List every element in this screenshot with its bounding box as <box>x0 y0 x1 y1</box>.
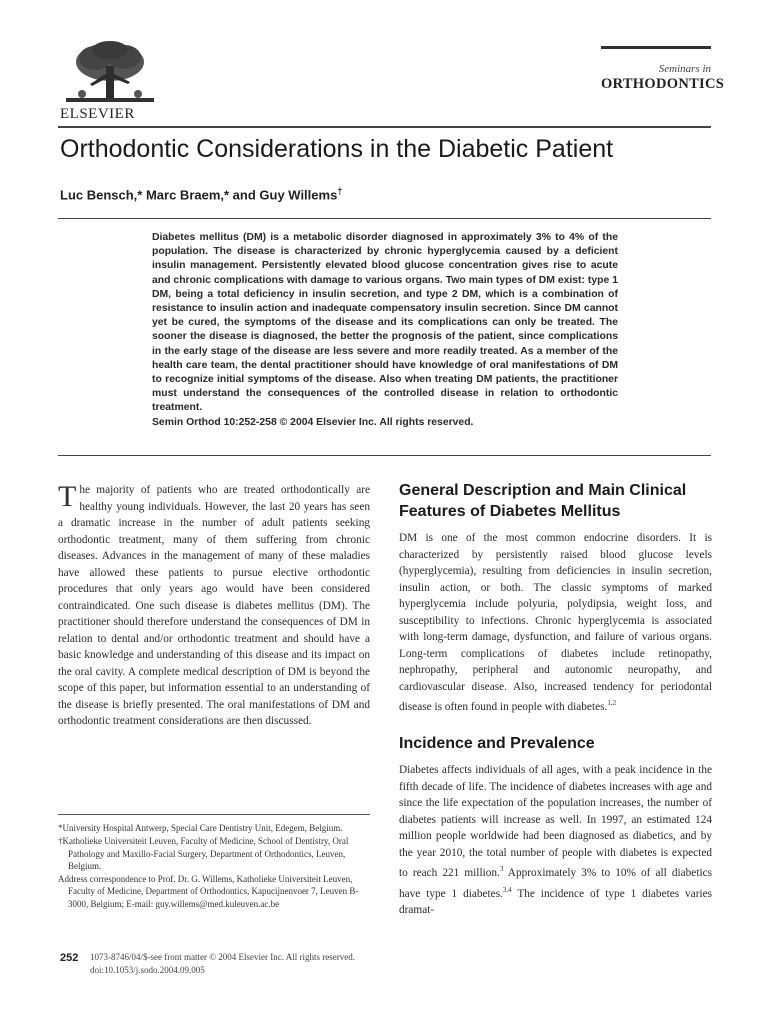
right-column <box>399 480 712 918</box>
footnote-correspondence: Address correspondence to Prof. Dr. G. Willems, Katholieke Universiteit Leuven, Faculty of Medicine, Department of Orthodontics, Kapucijnenvoer 7, Leuven B-3000, Belgium; E-mail: guy.willems@med.kuleuven.ac.be <box>58 874 359 909</box>
footnote-affiliation-2: †Katholieke Universiteit Leuven, Faculty of Medicine, School of Dentistry, Oral Pathology and Maxillo-Facial Surgery, Department of Orthodontics, Leuven, Belgium. <box>58 836 349 871</box>
section-text-incidence <box>399 762 712 918</box>
article-title: Orthodontic Considerations in the Diabetic Patient <box>60 135 614 163</box>
incidence-body-c: The incidence of type 1 diabetes varies dramat- <box>399 887 713 916</box>
abstract-divider <box>58 455 711 456</box>
reference-marker: 1,2 <box>607 699 617 707</box>
authors-divider <box>58 218 711 219</box>
doi-line: doi:10.1053/j.sodo.2004.09.005 <box>90 965 205 975</box>
footnotes <box>58 822 370 911</box>
footnote-rule <box>58 814 370 815</box>
incidence-body-b: Approximately 3% to 10% of all diabetics have type 1 diabetes. <box>399 867 713 900</box>
abstract-text: Diabetes mellitus (DM) is a metabolic disorder diagnosed in approximately 3% to 4% of the population. The disease is characterized by chronic hyperglycemia caused by a deficient insulin management. Persistently elevated blood glucose concentration gives rise to acute and chronic complications with damage to various organs. Two main types of DM exist: type 1 DM, being a total deficiency in insulin secretion, and type 2 DM, which is a combination of resistance to insulin action and inadequate compensatory insulin secretion. Since DM cannot yet be cured, the symptoms of the disease and its complications can only be treated. The sooner the disease is diagnosed, the better the prognosis of the patient, since complications in the early stage of the disease are less severe and more readily treated. As a member of the health care team, the dental practitioner should have knowledge of oral manifestations of DM to recognize initial symptoms of the disease. Also when treating DM patients, the practitioner must understand the consequences of the controlled disease in relation to orthodontic treatment. <box>152 232 618 414</box>
section-heading-incidence: Incidence and Prevalence <box>399 735 595 753</box>
reference-marker: 3 <box>499 865 504 874</box>
journal-series: Seminars in <box>658 63 711 75</box>
elsevier-tree-icon <box>60 40 160 108</box>
copyright-line: 1073-8746/04/$-see front matter © 2004 Elsevier Inc. All rights reserved. <box>90 952 356 962</box>
abstract-citation: Semin Orthod 10:252-258 © 2004 Elsevier Inc. All rights reserved. <box>152 416 474 428</box>
incidence-body-a: Diabetes affects individuals of all ages, with a peak incidence in the fifth decade of life. The incidence of diabetes increases with age and since the life expectation of the population increases, the number of diabetes patients will increase as well. In 1997, an estimated 124 million people worldwide had been diagnosed as diabetics, and by the year 2010, the total number of people with diabetes is expected to reach 221 million. <box>399 764 712 880</box>
reference-marker: 3,4 <box>502 885 512 894</box>
section-heading-general: General Description and Main Clinical Features of Diabetes Mellitus <box>399 482 687 520</box>
copyright-info <box>90 951 355 977</box>
masthead-rule <box>601 46 711 49</box>
general-body: DM is one of the most common endocrine disorders. It is characterized by persistently raised blood glucose levels (hyperglycemia), resulting from deficiencies in insulin secretion, insulin action, or both. The classic symptoms of marked hyperglycemia include polyuria, polydipsia, weight loss, and susceptibility to infections. Chronic hyperglycemia is associated with long-term damage, dysfunction, and failure of various organs. Long-term complications of diabetes include retinopathy, nephropathy, peripheral and autonomic neuropathy, and cardiovascular disease. Also, increased tendency for periodontal disease is often found in people with diabetes. <box>399 532 712 713</box>
article-authors <box>60 186 342 202</box>
authors-text: Luc Bensch,* Marc Braem,* and Guy Willems <box>60 187 338 203</box>
publisher-name: ELSEVIER <box>60 106 135 122</box>
publisher-logo <box>60 40 160 123</box>
abstract <box>152 231 618 430</box>
page-number: 252 <box>60 952 79 964</box>
footnote-affiliation-1: *University Hospital Antwerp, Special Care Dentistry Unit, Edegem, Belgium. <box>58 823 343 833</box>
author-affiliation-mark: † <box>337 186 343 196</box>
drop-cap: T <box>58 480 77 513</box>
introduction <box>58 482 370 730</box>
journal-name: ORTHODONTICS <box>601 76 725 92</box>
section-text-general <box>399 530 712 715</box>
header-divider <box>58 126 711 128</box>
journal-masthead <box>601 46 725 93</box>
intro-text: he majority of patients who are treated orthodontically are healthy young individuals. However, the last 20 years has seen a dramatic increase in the number of adult patients seeking orthodontic treatment, many of them suffering from chronic diseases. Advances in the management of many of these maladies have allowed these patients to pursue elective orthodontic procedures that only years ago would have been considered contraindicated. One such disease is diabetes mellitus (DM). The practitioner should therefore understand the consequences of DM in relation to dental and/or orthodontic treatment and should have a basic knowledge and understanding of this disease and its impact on the oral cavity. A complete medical description of DM is beyond the scope of this paper, but information essential to an understanding of the disease is briefly presented. The oral manifestations of DM and orthodontic treatment considerations are then discussed. <box>58 484 370 727</box>
